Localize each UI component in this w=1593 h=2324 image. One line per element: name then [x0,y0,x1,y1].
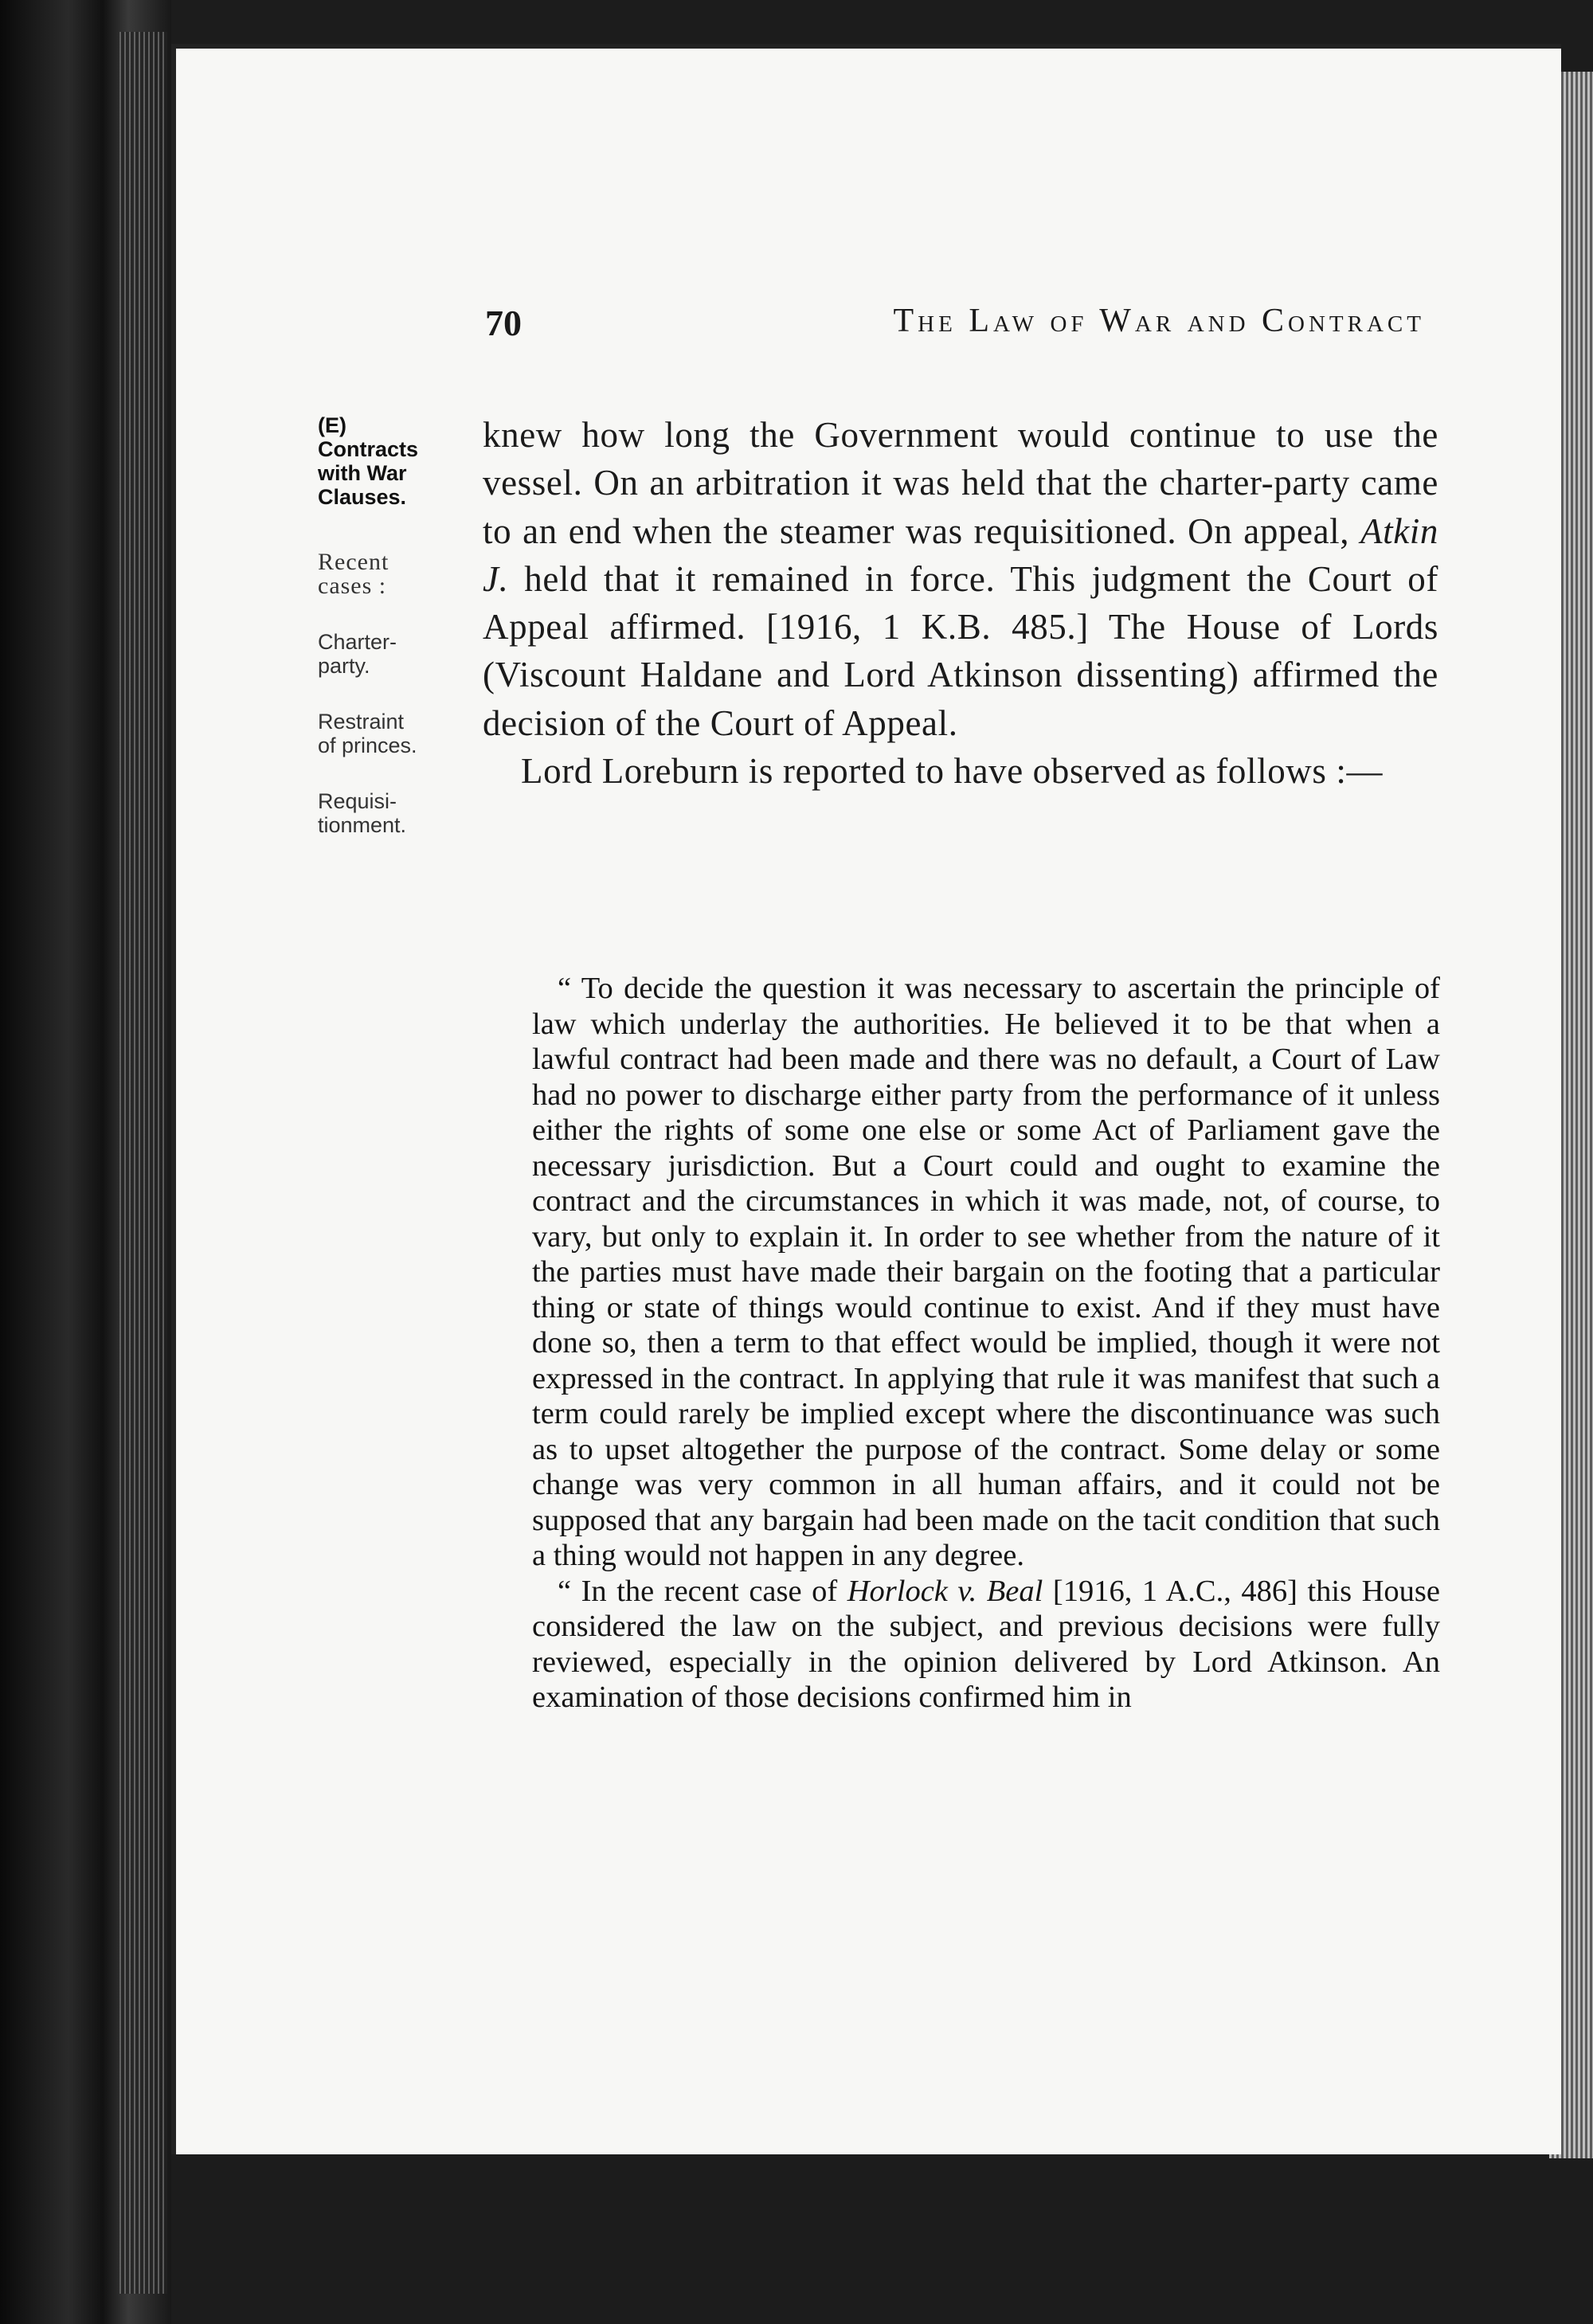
running-title: The Law of War and Contract [893,303,1425,339]
quote-text-run: “ In the recent case of [558,1574,847,1608]
body-paragraph: Lord Loreburn is reported to have observed as follows :— [521,751,1384,792]
body-text-run: knew how long the Government would continue to use the vessel. On an arbitration it was held that the charter-party came to an end when the steamer was requisitioned. On appeal, [483,415,1438,551]
body-paragraph [483,411,1438,747]
margin-note-charter-party: Charter- party. [318,630,397,678]
case-name: Horlock v. Beal [847,1574,1043,1608]
margin-note-restraint: Restraint of princes. [318,710,417,757]
book-spine [0,0,171,2324]
body-text [483,411,1438,795]
margin-note-section: (E) Contracts with War Clauses. [318,413,419,509]
block-quote [532,971,1440,1716]
page-number: 70 [485,303,522,343]
book-page [171,44,1561,2154]
margin-note-recent-cases: Recent cases : [318,549,389,599]
running-head [485,302,1425,344]
margin-notes [318,413,453,869]
margin-note-requisitionment: Requisi- tionment. [318,789,407,837]
spine-page-edges [119,32,167,2294]
quote-paragraph [532,1574,1440,1716]
body-text-run: held that it remained in force. This judgment the Court of Appeal affirmed. [1916, 1 K.B. 485.] The House of Lords (Viscount Haldane and Lord Atkinson dissenting) affirmed the decision of the Court of Appeal. [483,558,1438,743]
judge-name: Atkin J. [483,511,1438,599]
quote-text-run: [1916, 1 A.C., 486] this House considered the law on the subject, and previous decisions were fully reviewed, especially in the opinion delivered by Lord Atkinson. An examination of those decisions confirmed him in [532,1574,1441,1714]
quote-paragraph: “ To decide the question it was necessary to ascertain the principle of law which underlay the authorities. He believed it to be that when a lawful contract had been made and there was no default, a Court of Law had no power to discharge either party from the performance of it unless either the rights of some one else or some Act of Parliament gave the necessary jurisdiction. But a Court could and ought to examine the contract and the circumstances in which it was made, not, of course, to vary, but only to explain it. In order to see whether from the nature of it the parties must have made their bargain on the footing that a particular thing or state of things would continue to exist. And if they must have done so, then a term to that effect would be implied, though it were not expressed in the contract. In applying that rule it was manifest that such a term could rarely be implied except where the discontinuance was such as to upset altogether the purpose of the contract. Some delay or some change was very common in all human affairs, and it could not be supposed that any bargain had been made on the tacit condition that such a thing would not happen in any degree. [532,972,1440,1572]
